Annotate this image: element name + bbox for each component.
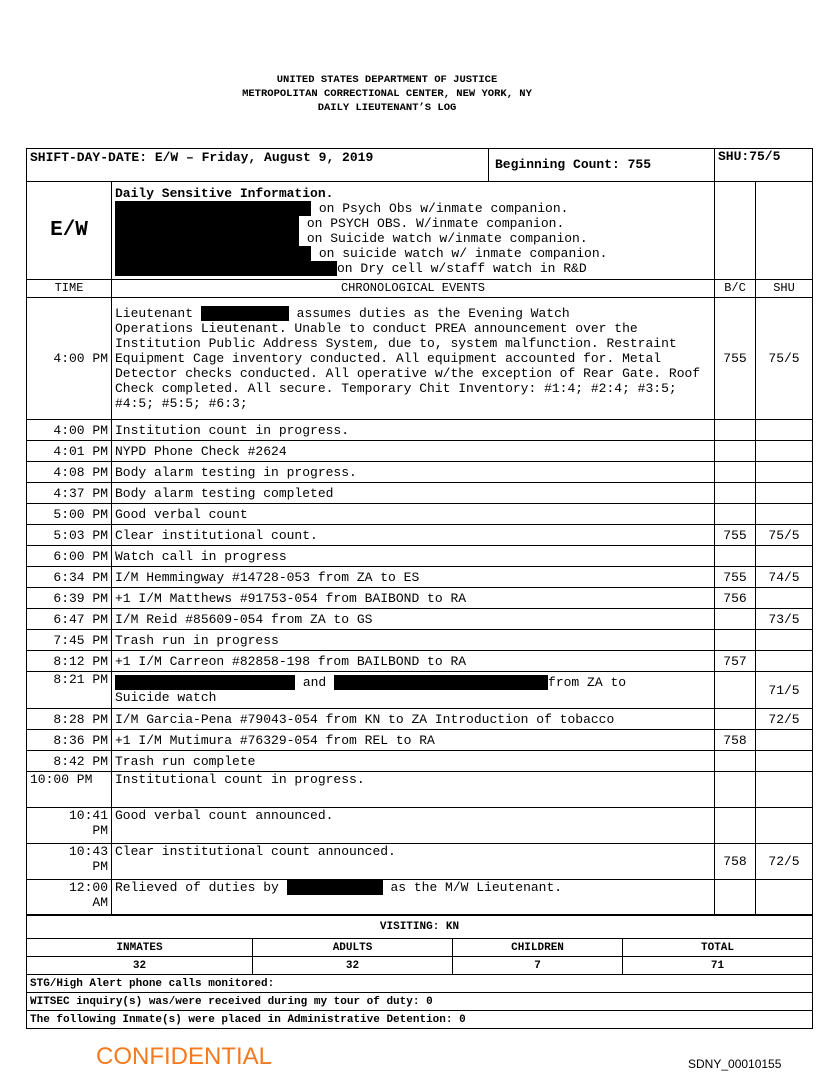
sensitive-bc <box>715 182 756 280</box>
log-bc <box>715 808 756 844</box>
log-event: Lieutenant assumes duties as the Evening Watch Operations Lieutenant. Unable to conduct PREA announcement over the Institution Public Address System, due to, system malfunction. Restraint Equipment Cage inventory conducted. All equipment accounted for. Metal Detector checks conducted. All operative w/the exception of Rear Gate. Roof Check completed. All secure. Temporary Chit Inventory: #1:4; #2:4; #3:5; #4:5; #5:5; #6:3; <box>112 298 715 420</box>
log-shu: 72/5 <box>756 709 813 730</box>
log-bc <box>715 772 756 808</box>
visiting-title-row <box>27 915 813 939</box>
visiting-values-row <box>27 957 813 975</box>
log-event: Relieved of duties by as the M/W Lieutenant. <box>112 880 715 916</box>
log-row <box>27 504 813 525</box>
log-time: 4:01 PM <box>27 441 112 462</box>
shift-row <box>27 149 813 182</box>
visiting-header-children: CHILDREN <box>453 939 623 957</box>
log-event: +1 I/M Matthews #91753-054 from BAIBOND to RA <box>112 588 715 609</box>
log-time: 6:34 PM <box>27 567 112 588</box>
redaction <box>201 306 289 321</box>
col-events: CHRONOLOGICAL EVENTS <box>112 280 715 298</box>
col-time: TIME <box>27 280 112 298</box>
log-shu: 74/5 <box>756 567 813 588</box>
redaction <box>115 201 311 216</box>
visiting-title: VISITING: KN <box>27 915 813 939</box>
visiting-inmates: 32 <box>27 957 253 975</box>
sensitive-line: on suicide watch w/ inmate companion. <box>115 246 711 261</box>
log-shu <box>756 772 813 808</box>
log-event: +1 I/M Mutimura #76329-054 from REL to RA <box>112 730 715 751</box>
log-event: Institutional count in progress. <box>112 772 715 808</box>
log-bc: 757 <box>715 651 756 672</box>
log-bc <box>715 441 756 462</box>
log-shu <box>756 546 813 567</box>
log-time: 10:00 PM <box>27 772 112 808</box>
log-bc <box>715 751 756 772</box>
log-row <box>27 483 813 504</box>
log-row <box>27 651 813 672</box>
log-shu <box>756 651 813 672</box>
log-time: 4:37 PM <box>27 483 112 504</box>
log-row <box>27 298 813 420</box>
log-bc <box>715 609 756 630</box>
log-bc: 755 <box>715 567 756 588</box>
log-time: 6:39 PM <box>27 588 112 609</box>
shift-date <box>27 149 715 182</box>
log-row <box>27 844 813 880</box>
log-row <box>27 588 813 609</box>
log-time: 10:41 PM <box>27 808 112 844</box>
header-line-facility: METROPOLITAN CORRECTIONAL CENTER, NEW YORK, NY <box>242 88 532 100</box>
log-bc <box>715 420 756 441</box>
header-line-title: DAILY LIEUTENANT’S LOG <box>317 102 457 114</box>
log-event: NYPD Phone Check #2624 <box>112 441 715 462</box>
log-time: 5:03 PM <box>27 525 112 546</box>
visiting-header-inmates: INMATES <box>27 939 253 957</box>
log-time: 8:36 PM <box>27 730 112 751</box>
log-bc <box>715 483 756 504</box>
log-event: Good verbal count announced. <box>112 808 715 844</box>
shift-code: E/W <box>27 182 112 280</box>
log-row <box>27 420 813 441</box>
log-event: Clear institutional count. <box>112 525 715 546</box>
log-row <box>27 730 813 751</box>
log-row <box>27 462 813 483</box>
log-shu: 73/5 <box>756 609 813 630</box>
log-time: 4:00 PM <box>27 298 112 420</box>
note-stg: STG/High Alert phone calls monitored: <box>27 975 813 993</box>
shift-date-label: SHIFT-DAY-DATE: E/W – Friday, August 9, 2019 <box>30 149 374 165</box>
log-bc: 758 <box>715 730 756 751</box>
visiting-header-row <box>27 939 813 957</box>
log-row <box>27 880 813 916</box>
log-row <box>27 546 813 567</box>
log-shu: 71/5 <box>756 672 813 709</box>
sensitive-line: on Psych Obs w/inmate companion. <box>115 201 711 216</box>
note-witsec: WITSEC inquiry(s) was/were received during my tour of duty: 0 <box>27 993 813 1011</box>
redaction <box>115 216 299 231</box>
log-time: 7:45 PM <box>27 630 112 651</box>
log-row <box>27 609 813 630</box>
log-shu <box>756 420 813 441</box>
redaction <box>115 231 299 246</box>
log-row <box>27 441 813 462</box>
redaction <box>115 246 311 261</box>
log-row <box>27 567 813 588</box>
log-event: and from ZA to Suicide watch <box>112 672 715 709</box>
header-line-agency: UNITED STATES DEPARTMENT OF JUSTICE <box>276 74 498 86</box>
note-row <box>27 975 813 993</box>
visiting-table <box>26 914 813 1029</box>
redaction <box>115 261 337 276</box>
log-shu <box>756 588 813 609</box>
log-bc <box>715 630 756 651</box>
log-bc <box>715 462 756 483</box>
visiting-header-adults: ADULTS <box>253 939 453 957</box>
log-bc <box>715 880 756 916</box>
sensitive-row <box>27 182 813 280</box>
sensitive-line: on Suicide watch w/inmate companion. <box>115 231 711 246</box>
log-row <box>27 709 813 730</box>
log-row <box>27 772 813 808</box>
log-shu <box>756 504 813 525</box>
log-shu <box>756 751 813 772</box>
log-bc: 755 <box>715 298 756 420</box>
log-bc <box>715 504 756 525</box>
visiting-header-total: TOTAL <box>623 939 813 957</box>
log-shu <box>756 730 813 751</box>
log-time: 8:28 PM <box>27 709 112 730</box>
confidential-stamp: CONFIDENTIAL <box>96 1043 273 1070</box>
bates-number: SDNY_00010155 <box>688 1057 782 1071</box>
log-time: 6:00 PM <box>27 546 112 567</box>
sensitive-line: on PSYCH OBS. W/inmate companion. <box>115 216 711 231</box>
sensitive-title: Daily Sensitive Information. <box>115 185 334 201</box>
sensitive-shu <box>756 182 813 280</box>
sensitive-info <box>112 182 715 280</box>
log-bc: 755 <box>715 525 756 546</box>
log-time: 8:21 PM <box>27 672 112 709</box>
log-event: Body alarm testing completed <box>112 483 715 504</box>
redaction <box>334 675 548 690</box>
visiting-total: 71 <box>623 957 813 975</box>
column-header-row <box>27 280 813 298</box>
col-bc: B/C <box>715 280 756 298</box>
log-shu <box>756 808 813 844</box>
log-event: I/M Hemmingway #14728-053 from ZA to ES <box>112 567 715 588</box>
log-bc <box>715 709 756 730</box>
log-shu <box>756 630 813 651</box>
shift-shu: SHU:75/5 <box>715 149 813 182</box>
log-bc: 756 <box>715 588 756 609</box>
beginning-count: Beginning Count: 755 <box>488 149 651 181</box>
visiting-children: 7 <box>453 957 623 975</box>
log-time: 8:12 PM <box>27 651 112 672</box>
log-shu: 75/5 <box>756 525 813 546</box>
note-row <box>27 1011 813 1029</box>
col-shu: SHU <box>756 280 813 298</box>
log-event: Good verbal count <box>112 504 715 525</box>
visiting-adults: 32 <box>253 957 453 975</box>
redaction <box>115 675 295 690</box>
document-header <box>0 73 774 115</box>
note-detention: The following Inmate(s) were placed in Administrative Detention: 0 <box>27 1011 813 1029</box>
log-time: 8:42 PM <box>27 751 112 772</box>
log-event: Trash run complete <box>112 751 715 772</box>
log-row <box>27 525 813 546</box>
log-shu: 75/5 <box>756 298 813 420</box>
log-event: I/M Garcia-Pena #79043-054 from KN to ZA Introduction of tobacco <box>112 709 715 730</box>
log-event: +1 I/M Carreon #82858-198 from BAILBOND to RA <box>112 651 715 672</box>
sensitive-line: on Dry cell w/staff watch in R&D <box>115 261 711 276</box>
log-shu <box>756 441 813 462</box>
log-time: 5:00 PM <box>27 504 112 525</box>
log-time: 10:43 PM <box>27 844 112 880</box>
log-bc: 758 <box>715 844 756 880</box>
log-event: I/M Reid #85609-054 from ZA to GS <box>112 609 715 630</box>
log-time: 4:08 PM <box>27 462 112 483</box>
log-table <box>26 148 813 916</box>
log-event: Institution count in progress. <box>112 420 715 441</box>
log-row <box>27 672 813 709</box>
log-event: Watch call in progress <box>112 546 715 567</box>
log-event: Clear institutional count announced. <box>112 844 715 880</box>
log-shu <box>756 462 813 483</box>
log-bc <box>715 546 756 567</box>
log-bc <box>715 672 756 709</box>
log-shu <box>756 880 813 916</box>
log-row <box>27 808 813 844</box>
note-row <box>27 993 813 1011</box>
log-shu <box>756 483 813 504</box>
redaction <box>287 880 383 895</box>
log-row <box>27 751 813 772</box>
log-event: Body alarm testing in progress. <box>112 462 715 483</box>
log-event: Trash run in progress <box>112 630 715 651</box>
log-time: 12:00 AM <box>27 880 112 916</box>
log-time: 6:47 PM <box>27 609 112 630</box>
log-time: 4:00 PM <box>27 420 112 441</box>
log-row <box>27 630 813 651</box>
log-shu: 72/5 <box>756 844 813 880</box>
